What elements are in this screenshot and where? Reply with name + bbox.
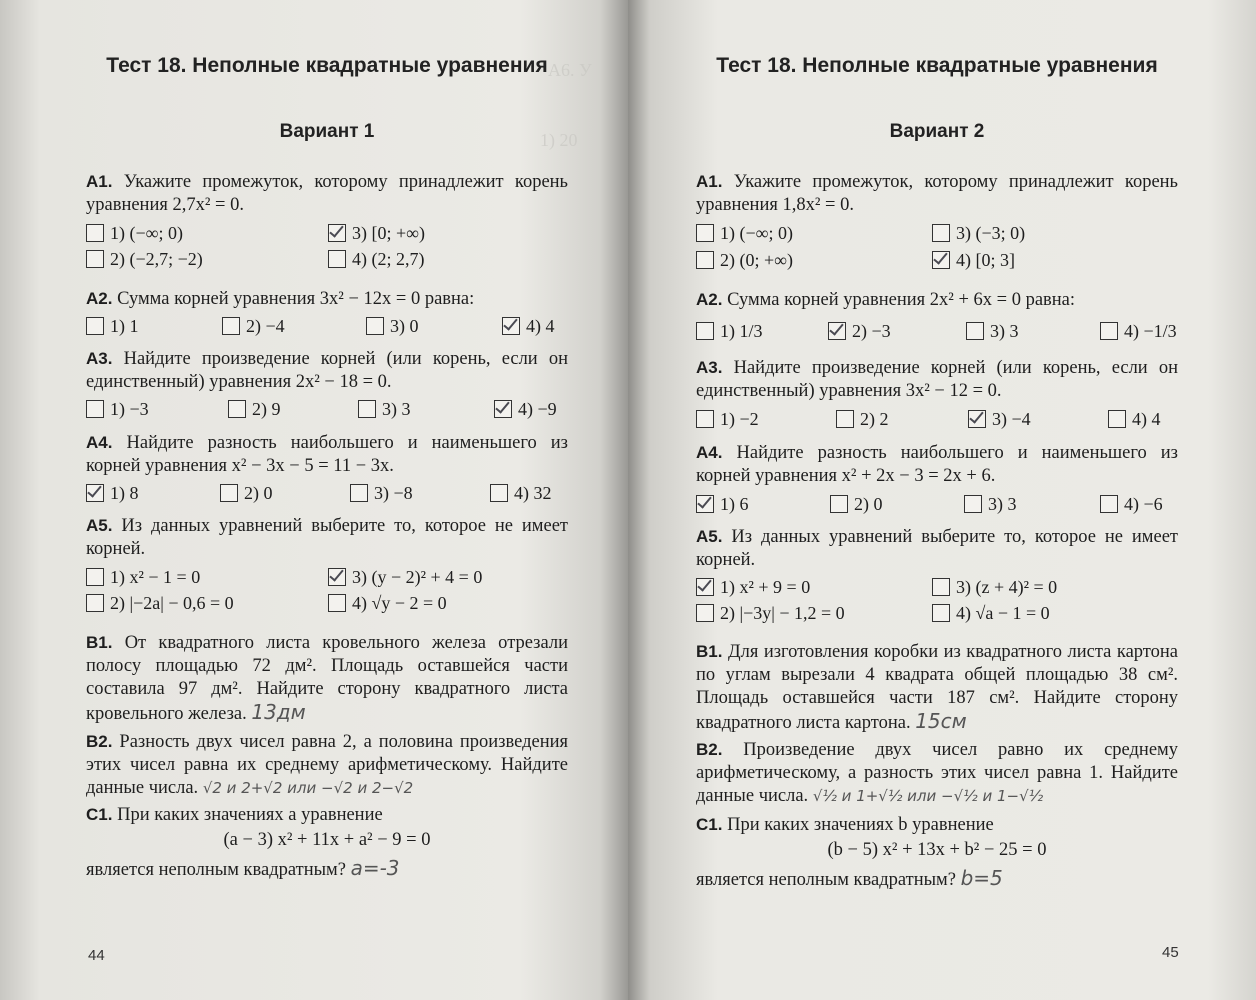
- question-c1: C1. При каких значениях b уравнение: [696, 815, 994, 835]
- answer-checkbox[interactable]: [696, 322, 714, 340]
- variant-heading: Вариант 1: [279, 121, 375, 142]
- option[interactable]: 1) x² − 1 = 0: [86, 566, 200, 588]
- answer-checkbox[interactable]: [696, 604, 714, 622]
- option[interactable]: 4) 4: [502, 315, 555, 337]
- answer-checkbox[interactable]: [366, 317, 384, 335]
- answer-checkbox[interactable]: [932, 224, 950, 242]
- question-a3: A3. Найдите произведение корней (или корень, если он единственный) уравнения 2x² − 18 = 0.: [86, 349, 569, 392]
- option[interactable]: 2) 2: [836, 408, 889, 430]
- option[interactable]: 3) 0: [366, 315, 419, 337]
- handwritten-answer: √2 и 2+√2 или −√2 и 2−√2: [202, 779, 414, 797]
- option[interactable]: 4) [0; 3]: [932, 249, 1015, 271]
- answer-checkbox[interactable]: [328, 250, 346, 268]
- option[interactable]: 3) (y − 2)² + 4 = 0: [328, 566, 482, 588]
- page-number: 44: [88, 947, 105, 964]
- answer-checkbox[interactable]: [1100, 495, 1118, 513]
- answer-checkbox-checked[interactable]: [968, 410, 986, 428]
- question-a2: A2. Сумма корней уравнения 3x² − 12x = 0 равна:: [86, 289, 475, 309]
- option[interactable]: 2) (0; +∞): [696, 249, 793, 271]
- bleed-through-text: 1) 20: [540, 130, 578, 150]
- option[interactable]: 3) (z + 4)² = 0: [932, 576, 1057, 598]
- question-b2: B2. Произведение двух чисел равно их среднему арифметическому, а разность этих чисел равна 1. Найдите данные числа. √½ и 1+√½ или −√½ и 1−√½: [696, 740, 1179, 806]
- answer-checkbox[interactable]: [1100, 322, 1118, 340]
- handwritten-answer: a=-3: [350, 856, 400, 880]
- question-a5: A5. Из данных уравнений выберите то, которое не имеет корней.: [86, 516, 569, 559]
- option[interactable]: 1) −3: [86, 398, 149, 420]
- answer-checkbox[interactable]: [696, 410, 714, 428]
- answer-checkbox[interactable]: [220, 484, 238, 502]
- answer-checkbox[interactable]: [86, 400, 104, 418]
- question-a2: A2. Сумма корней уравнения 2x² + 6x = 0 равна:: [696, 290, 1076, 310]
- c1-equation: (b − 5) x² + 13x + b² − 25 = 0: [827, 840, 1047, 860]
- question-c1: C1. При каких значениях a уравнение: [86, 805, 383, 825]
- option[interactable]: 1) 6: [696, 493, 749, 515]
- option[interactable]: 2) −4: [222, 315, 285, 337]
- question-a4: A4. Найдите разность наибольшего и наименьшего из корней уравнения x² − 3x − 5 = 11 − 3x.: [86, 433, 568, 476]
- answer-checkbox[interactable]: [358, 400, 376, 418]
- answer-checkbox-checked[interactable]: [494, 400, 512, 418]
- handwritten-answer: b=5: [960, 866, 1003, 890]
- option[interactable]: 3) 3: [964, 493, 1017, 515]
- option[interactable]: 2) −3: [828, 320, 891, 342]
- option[interactable]: 2) 0: [830, 493, 883, 515]
- option[interactable]: 3) (−3; 0): [932, 222, 1025, 244]
- answer-checkbox[interactable]: [1108, 410, 1126, 428]
- option[interactable]: 4) 4: [1108, 408, 1161, 430]
- c1-tail: является неполным квадратным? b=5: [696, 866, 1003, 890]
- option[interactable]: 3) −4: [968, 408, 1031, 430]
- option[interactable]: 1) −2: [696, 408, 759, 430]
- question-b2: B2. Разность двух чисел равна 2, а половина произведения этих чисел равна их среднему арифметическому. Найдите данные числа. √2 и 2+√2 или −√2 и 2−√2: [86, 732, 568, 798]
- answer-checkbox-checked[interactable]: [696, 578, 714, 596]
- option[interactable]: 4) −1/3: [1100, 320, 1177, 342]
- option[interactable]: 1) 1: [86, 315, 139, 337]
- answer-checkbox[interactable]: [86, 250, 104, 268]
- option[interactable]: 2) 9: [228, 398, 281, 420]
- option[interactable]: 4) 32: [490, 482, 552, 504]
- handwritten-answer: 13дм: [251, 700, 306, 724]
- answer-checkbox[interactable]: [932, 578, 950, 596]
- option[interactable]: 1) (−∞; 0): [86, 222, 183, 244]
- test-title: Тест 18. Неполные квадратные уравнения: [106, 54, 548, 77]
- option[interactable]: 1) x² + 9 = 0: [696, 576, 810, 598]
- option[interactable]: 4) √a − 1 = 0: [932, 602, 1050, 624]
- answer-checkbox[interactable]: [86, 224, 104, 242]
- answer-checkbox-checked[interactable]: [502, 317, 520, 335]
- answer-checkbox[interactable]: [964, 495, 982, 513]
- option[interactable]: 1) (−∞; 0): [696, 222, 793, 244]
- option[interactable]: 4) −6: [1100, 493, 1163, 515]
- answer-checkbox[interactable]: [836, 410, 854, 428]
- option[interactable]: 2) (−2,7; −2): [86, 248, 203, 270]
- answer-checkbox-checked[interactable]: [696, 495, 714, 513]
- test-title: Тест 18. Неполные квадратные уравнения: [716, 54, 1158, 77]
- question-a1: A1. Укажите промежуток, которому принадлежит корень уравнения 1,8x² = 0.: [696, 172, 1178, 215]
- answer-checkbox[interactable]: [696, 224, 714, 242]
- option[interactable]: 2) |−2a| − 0,6 = 0: [86, 592, 234, 614]
- answer-checkbox[interactable]: [830, 495, 848, 513]
- question-a4: A4. Найдите разность наибольшего и наименьшего из корней уравнения x² + 2x − 3 = 2x + 6.: [696, 443, 1178, 486]
- option[interactable]: 3) −8: [350, 482, 413, 504]
- handwritten-answer: 15см: [915, 709, 967, 733]
- option[interactable]: 1) 8: [86, 482, 139, 504]
- answer-checkbox-checked[interactable]: [86, 484, 104, 502]
- answer-checkbox[interactable]: [328, 594, 346, 612]
- question-a3: A3. Найдите произведение корней (или корень, если он единственный) уравнения 3x² − 12 = 0.: [696, 358, 1179, 401]
- answer-checkbox[interactable]: [222, 317, 240, 335]
- question-a1: A1. Укажите промежуток, которому принадлежит корень уравнения 2,7x² = 0.: [86, 172, 568, 215]
- page-number: 45: [1162, 944, 1179, 961]
- option[interactable]: 3) [0; +∞): [328, 222, 425, 244]
- variant-heading: Вариант 2: [889, 121, 985, 142]
- option[interactable]: 4) √y − 2 = 0: [328, 592, 447, 614]
- answer-checkbox[interactable]: [696, 251, 714, 269]
- question-b1: B1. От квадратного листа кровельного железа отрезали полосу площадью 72 дм². Площадь оставшейся части составила 97 дм². Найдите сторону квадратного листа кровельного железа. 13дм: [86, 633, 569, 724]
- answer-checkbox-checked[interactable]: [328, 568, 346, 586]
- option[interactable]: 2) 0: [220, 482, 273, 504]
- option[interactable]: 1) 1/3: [696, 320, 763, 342]
- handwritten-answer: √½ и 1+√½ или −√½ и 1−√½: [812, 787, 1044, 805]
- c1-tail: является неполным квадратным? a=-3: [86, 856, 400, 880]
- answer-checkbox[interactable]: [966, 322, 984, 340]
- answer-checkbox[interactable]: [932, 604, 950, 622]
- answer-checkbox[interactable]: [228, 400, 246, 418]
- answer-checkbox[interactable]: [86, 594, 104, 612]
- answer-checkbox[interactable]: [490, 484, 508, 502]
- answer-checkbox-checked[interactable]: [328, 224, 346, 242]
- answer-checkbox-checked[interactable]: [932, 251, 950, 269]
- answer-checkbox-checked[interactable]: [828, 322, 846, 340]
- option[interactable]: 4) (2; 2,7): [328, 248, 424, 270]
- option[interactable]: 4) −9: [494, 398, 557, 420]
- option[interactable]: 3) 3: [966, 320, 1019, 342]
- answer-checkbox[interactable]: [86, 568, 104, 586]
- right-page: [628, 0, 1256, 1000]
- option[interactable]: 3) 3: [358, 398, 411, 420]
- option[interactable]: 2) |−3y| − 1,2 = 0: [696, 602, 845, 624]
- question-a5: A5. Из данных уравнений выберите то, которое не имеет корней.: [696, 527, 1179, 570]
- c1-equation: (a − 3) x² + 11x + a² − 9 = 0: [223, 830, 431, 850]
- page-title: [86, 52, 568, 80]
- bleed-through-text: A6. У: [548, 60, 592, 80]
- page-title: [696, 52, 1178, 80]
- answer-checkbox[interactable]: [350, 484, 368, 502]
- question-b1: B1. Для изготовления коробки из квадратного листа картона по углам вырезали 4 квадрата общей площадью 38 см². Площадь оставшейся части 187 см². Найдите сторону квадратного листа картона. 15см: [696, 642, 1178, 733]
- answer-checkbox[interactable]: [86, 317, 104, 335]
